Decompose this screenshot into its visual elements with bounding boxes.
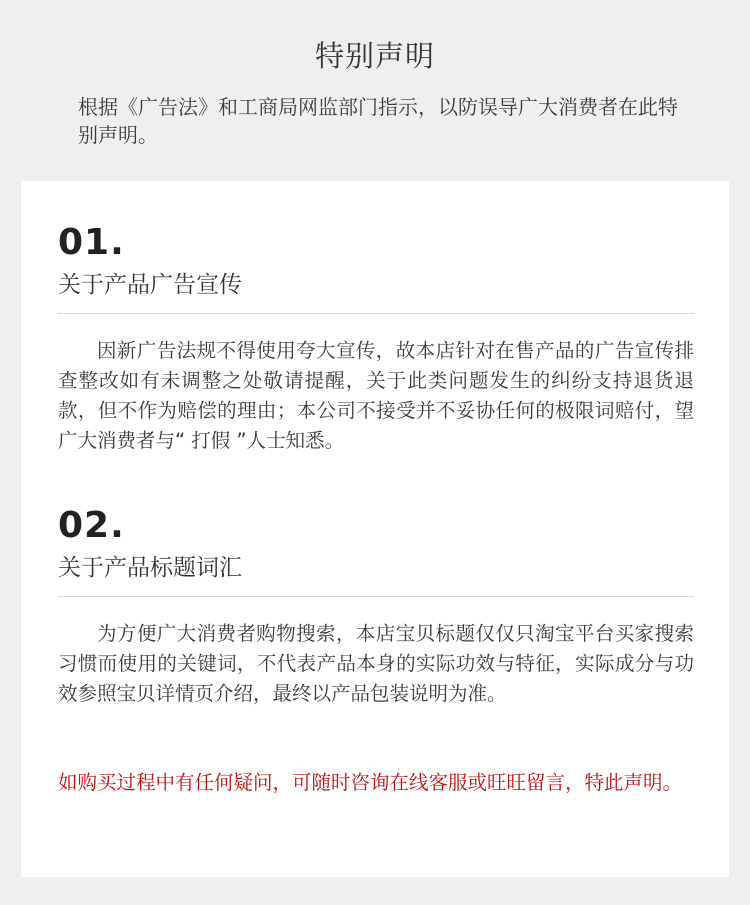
section-title: 关于产品标题词汇: [58, 552, 694, 597]
section-body: 因新广告法规不得使用夸大宣传，故本店针对在售产品的广告宣传排查整改如有未调整之处敬请提醒，关于此类问题发生的纠纷支持退货退款，但不作为赔偿的理由；本公司不接受并不妥协任何的极限词赔付，望广大消费者与“ 打假 ”人士知悉。: [58, 339, 694, 452]
section-number: 01.: [58, 222, 125, 263]
section-title: 关于产品广告宣传: [58, 269, 694, 314]
footer-note: 如购买过程中有任何疑问，可随时咨询在线客服或旺旺留言，特此声明。: [58, 771, 683, 794]
section-advertising: [58, 223, 694, 456]
section-number: 02.: [58, 505, 125, 546]
section-body: 为方便广大消费者购物搜索，本店宝贝标题仅仅只淘宝平台买家搜索习惯而使用的关键词，不代表产品本身的实际功效与特征，实际成分与功效参照宝贝详情页介绍，最终以产品包装说明为准。: [58, 622, 694, 705]
page-title: 特别声明: [314, 39, 435, 73]
intro-text: 根据《广告法》和工商局网监部门指示，以防误导广大消费者在此特别声明。: [78, 95, 678, 147]
section-title-keywords: [58, 506, 694, 709]
statement-card: [21, 181, 729, 877]
